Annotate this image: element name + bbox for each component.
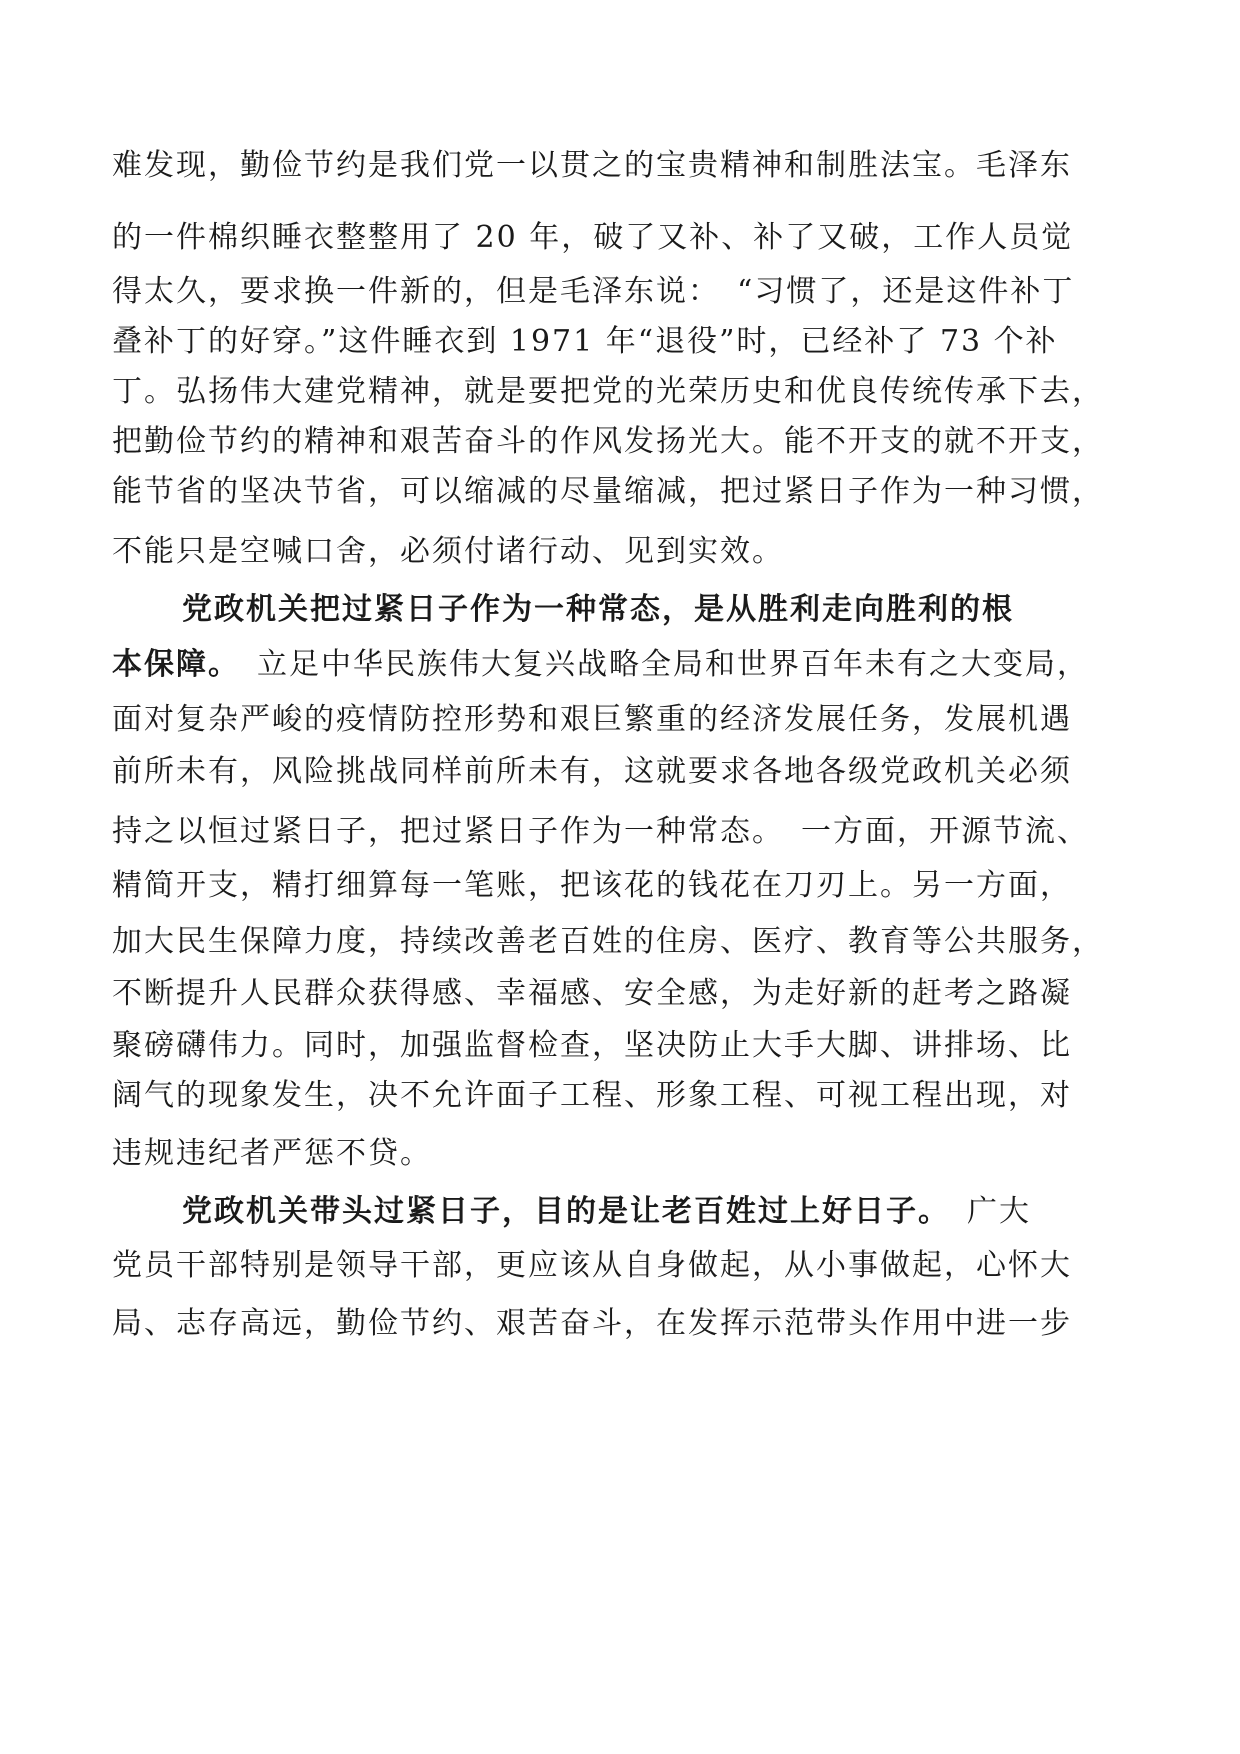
text-line [112, 372, 1142, 412]
line-text: 把勤俭节约的精神和艰苦奋斗的作风发扬光大。能不开支的就不开支， [112, 424, 1104, 459]
line-text: 聚磅礴伟力。同时，加强监督检查，坚决防止大手大脚、讲排场、比 [112, 1028, 1072, 1063]
text-line [112, 812, 1142, 852]
line-text: 党员干部特别是领导干部，更应该从自身做起，从小事做起，心怀大 [112, 1248, 1072, 1283]
text-line [112, 1304, 1142, 1344]
text-line [112, 866, 1142, 906]
line-text: 不断提升人民群众获得感、幸福感、安全感，为走好新的赶考之路凝 [112, 976, 1072, 1011]
heading-line [182, 590, 1212, 630]
bold-heading: 党政机关带头过紧日子，目的是让老百姓过上好日子。 [182, 1194, 935, 1229]
text-line [112, 532, 1142, 572]
text-line [112, 700, 1142, 740]
heading-line [182, 1192, 1212, 1232]
line-text: 立足中华民族伟大复兴战略全局和世界百年未有之大变局， [225, 647, 1089, 682]
text-line [112, 422, 1142, 462]
line-text: 持之以恒过紧日子，把过紧日子作为一种常态。 一方面，开源节流、 [112, 814, 1089, 849]
line-text: 得太久，要求换一件新的，但是毛泽东说： “习惯了，还是这件补丁 [112, 274, 1075, 309]
text-line [112, 922, 1142, 962]
line-text: 前所未有，风险挑战同样前所未有，这就要求各地各级党政机关必须 [112, 754, 1072, 789]
line-text: 难发现，勤俭节约是我们党一以贯之的宝贵精神和制胜法宝。毛泽东 [112, 148, 1072, 183]
text-line [112, 1246, 1142, 1286]
line-text: 广大 [935, 1194, 1031, 1229]
line-text: 丁。弘扬伟大建党精神，就是要把党的光荣历史和优良传统传承下去， [112, 374, 1104, 409]
line-text: 精简开支，精打细算每一笔账，把该花的钱花在刀刃上。另一方面， [112, 868, 1072, 903]
line-text: 违规违纪者严惩不贷。 [112, 1136, 432, 1171]
heading-line [112, 645, 1142, 685]
text-line [112, 1026, 1142, 1066]
line-text: 阔气的现象发生，决不允许面子工程、形象工程、可视工程出现，对 [112, 1078, 1072, 1113]
bold-heading: 本保障。 [112, 647, 225, 682]
line-text: 面对复杂严峻的疫情防控形势和艰巨繁重的经济发展任务，发展机遇 [112, 702, 1072, 737]
line-text: 的一件棉织睡衣整整用了 20 年，破了又补、补了又破，工作人员觉 [112, 220, 1074, 255]
line-text: 叠补丁的好穿。”这件睡衣到 1971 年“退役”时，已经补了 73 个补 [112, 324, 1058, 359]
text-line [112, 322, 1142, 362]
text-line [112, 218, 1142, 258]
text-line [112, 752, 1142, 792]
text-line [112, 1134, 1142, 1174]
text-line [112, 146, 1142, 186]
text-line [112, 272, 1142, 312]
text-line [112, 974, 1142, 1014]
bold-heading: 党政机关把过紧日子作为一种常态，是从胜利走向胜利的根 [182, 592, 1014, 627]
line-text: 不能只是空喊口舍，必须付诸行动、见到实效。 [112, 534, 784, 569]
text-line [112, 472, 1142, 512]
line-text: 局、志存高远，勤俭节约、艰苦奋斗，在发挥示范带头作用中进一步 [112, 1306, 1072, 1341]
text-line [112, 1076, 1142, 1116]
line-text: 能节省的坚决节省，可以缩减的尽量缩减，把过紧日子作为一种习惯， [112, 474, 1104, 509]
line-text: 加大民生保障力度，持续改善老百姓的住房、医疗、教育等公共服务， [112, 924, 1104, 959]
